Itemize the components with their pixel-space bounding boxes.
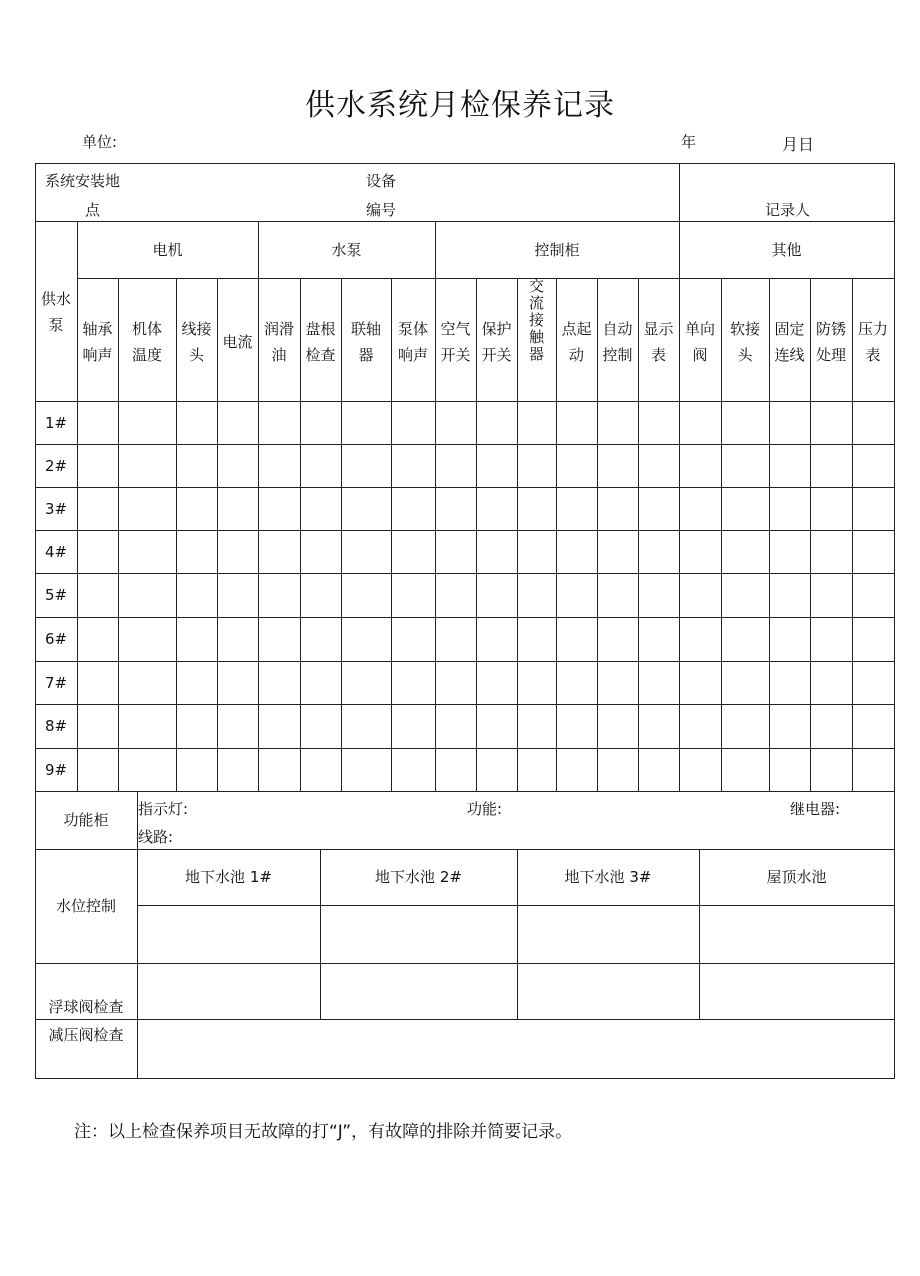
pump-row-label: 3# [44,499,68,518]
equipment-number-input[interactable] [403,165,679,220]
check-cell[interactable] [177,705,217,748]
column-header: 机体 温度 [131,320,162,364]
check-cell[interactable] [811,749,852,791]
pump-row-label: 5# [44,586,68,604]
check-cell[interactable] [301,531,341,573]
check-cell[interactable] [853,662,894,704]
month-day-label: 月日 [782,135,815,154]
check-cell[interactable] [436,531,476,573]
check-cell[interactable] [557,618,597,661]
check-cell[interactable] [598,749,638,791]
column-header: 线接 头 [181,320,212,364]
check-cell[interactable] [518,574,556,617]
check-cell[interactable] [722,488,769,530]
check-cell[interactable] [342,488,391,530]
column-header: 润滑 油 [263,320,294,364]
check-cell[interactable] [342,749,391,791]
check-cell[interactable] [119,662,176,704]
pool-header: 地下水池 3# [564,868,652,886]
column-header: 单向 阀 [684,320,715,364]
check-cell[interactable] [853,531,894,573]
water-level-input[interactable] [321,906,517,963]
group-pump: 水泵 [331,240,362,259]
install-location-label: 系统安装地 [45,172,121,190]
check-cell[interactable] [518,402,556,444]
pressure-valve-input[interactable] [138,1020,894,1078]
water-level-control-label: 水位控制 [55,897,116,915]
recorder-input[interactable] [680,165,755,197]
check-cell[interactable] [680,705,721,748]
check-cell[interactable] [518,618,556,661]
check-cell[interactable] [119,531,176,573]
check-cell[interactable] [119,705,176,748]
check-cell[interactable] [557,488,597,530]
check-cell[interactable] [680,488,721,530]
check-cell[interactable] [259,662,300,704]
check-cell[interactable] [853,705,894,748]
check-cell[interactable] [680,662,721,704]
check-cell[interactable] [598,402,638,444]
check-cell[interactable] [119,749,176,791]
check-cell[interactable] [680,402,721,444]
check-cell[interactable] [518,488,556,530]
check-cell[interactable] [477,662,517,704]
grid-line [77,278,895,279]
function-cabinet-label: 功能柜 [63,811,109,829]
check-cell[interactable] [119,402,176,444]
column-header: 显示 表 [643,320,674,364]
relay-label: 继电器: [790,800,841,818]
check-cell[interactable] [518,531,556,573]
check-cell[interactable] [218,488,258,530]
check-cell[interactable] [436,402,476,444]
function-label: 功能: [467,800,503,818]
column-header: 盘根 检查 [305,320,336,364]
pump-row-label: 4# [44,542,68,561]
check-cell[interactable] [78,402,118,444]
check-cell[interactable] [639,662,679,704]
column-header: 轴承 响声 [82,320,113,364]
column-header: 空气 开关 [440,320,471,364]
check-cell[interactable] [218,705,258,748]
check-cell[interactable] [342,705,391,748]
check-cell[interactable] [639,618,679,661]
check-cell[interactable] [598,618,638,661]
check-cell[interactable] [177,618,217,661]
check-cell[interactable] [342,618,391,661]
check-cell[interactable] [301,705,341,748]
check-cell[interactable] [342,531,391,573]
check-cell[interactable] [853,402,894,444]
check-cell[interactable] [392,488,435,530]
column-header: 防锈 处理 [815,320,846,364]
check-cell[interactable] [770,662,810,704]
pressure-valve-check-label: 减压阀检查 [48,1026,124,1044]
check-cell[interactable] [392,574,435,617]
install-location-input[interactable] [161,165,355,220]
check-cell[interactable] [598,488,638,530]
equipment-number-label: 编号 [365,201,396,219]
check-cell[interactable] [392,531,435,573]
check-cell[interactable] [78,488,118,530]
pump-row-label: 8# [44,717,68,735]
check-cell[interactable] [259,531,300,573]
check-cell[interactable] [259,749,300,791]
check-cell[interactable] [639,531,679,573]
check-cell[interactable] [392,402,435,444]
page-title: 供水系统月检保养记录 [305,88,615,123]
check-cell[interactable] [177,662,217,704]
check-cell[interactable] [557,662,597,704]
check-cell[interactable] [722,531,769,573]
check-cell[interactable] [639,488,679,530]
check-cell[interactable] [639,445,679,487]
column-header: 固定 连线 [774,320,805,364]
check-cell[interactable] [78,662,118,704]
check-cell[interactable] [811,531,852,573]
check-cell[interactable] [119,574,176,617]
pump-row-label: 9# [44,760,68,779]
pool-header: 屋顶水池 [766,868,827,886]
footnote: 注：以上检查保养项目无故障的打“J”，有故障的排除并简要记录。 [74,1122,573,1142]
check-cell[interactable] [392,705,435,748]
check-cell[interactable] [639,574,679,617]
check-cell[interactable] [177,445,217,487]
year-label: 年 [681,133,697,151]
float-valve-input[interactable] [321,964,517,1019]
column-header: 软接 头 [729,320,760,364]
check-cell[interactable] [557,445,597,487]
check-cell[interactable] [218,574,258,617]
column-header: 联轴 器 [350,320,381,364]
check-cell[interactable] [557,402,597,444]
grid-line [35,791,895,792]
check-cell[interactable] [770,488,810,530]
check-cell[interactable] [392,662,435,704]
check-cell[interactable] [598,574,638,617]
check-cell[interactable] [177,402,217,444]
check-cell[interactable] [598,445,638,487]
column-header: 保护 开关 [481,320,512,364]
check-cell[interactable] [811,574,852,617]
float-valve-check-label: 浮球阀检查 [48,998,124,1016]
pump-row-label: 2# [44,456,68,475]
check-cell[interactable] [770,749,810,791]
check-cell[interactable] [680,618,721,661]
check-cell[interactable] [301,618,341,661]
check-cell[interactable] [477,488,517,530]
check-cell[interactable] [218,402,258,444]
check-cell[interactable] [853,574,894,617]
column-header: 压力 表 [857,320,888,364]
check-cell[interactable] [477,749,517,791]
check-cell[interactable] [518,705,556,748]
check-cell[interactable] [78,531,118,573]
check-cell[interactable] [770,531,810,573]
check-cell[interactable] [680,749,721,791]
table-top-border [35,163,895,164]
check-cell[interactable] [853,488,894,530]
check-cell[interactable] [392,618,435,661]
table-right-border [894,163,895,1079]
check-cell[interactable] [477,445,517,487]
check-cell[interactable] [342,662,391,704]
check-cell[interactable] [722,662,769,704]
check-cell[interactable] [177,488,217,530]
pump-header: 供水 泵 [40,289,71,334]
check-cell[interactable] [301,574,341,617]
check-cell[interactable] [342,445,391,487]
check-cell[interactable] [78,618,118,661]
check-cell[interactable] [770,618,810,661]
check-cell[interactable] [218,662,258,704]
check-cell[interactable] [477,402,517,444]
check-cell[interactable] [392,749,435,791]
check-cell[interactable] [477,705,517,748]
check-cell[interactable] [259,574,300,617]
check-cell[interactable] [639,749,679,791]
column-header: 点起 动 [561,320,592,364]
check-cell[interactable] [177,531,217,573]
check-cell[interactable] [680,531,721,573]
check-cell[interactable] [557,574,597,617]
check-cell[interactable] [557,749,597,791]
check-cell[interactable] [78,445,118,487]
check-cell[interactable] [811,488,852,530]
install-location-label-cont: 点 [85,201,101,219]
check-cell[interactable] [177,574,217,617]
check-cell[interactable] [770,705,810,748]
check-cell[interactable] [557,705,597,748]
check-cell[interactable] [259,402,300,444]
check-cell[interactable] [301,402,341,444]
float-valve-input[interactable] [138,964,320,1019]
pool-header: 地下水池 1# [185,868,272,886]
float-valve-input[interactable] [700,964,894,1019]
check-cell[interactable] [811,705,852,748]
check-cell[interactable] [477,618,517,661]
check-cell[interactable] [259,445,300,487]
check-cell[interactable] [518,749,556,791]
check-cell[interactable] [436,488,476,530]
check-cell[interactable] [78,574,118,617]
column-header: 泵体 响声 [397,320,428,364]
check-cell[interactable] [680,445,721,487]
pump-row-label: 6# [44,630,68,648]
check-cell[interactable] [770,445,810,487]
check-cell[interactable] [598,705,638,748]
pool-header: 地下水池 2# [375,868,462,886]
check-cell[interactable] [218,445,258,487]
pump-row-label: 1# [44,413,68,432]
check-cell[interactable] [119,488,176,530]
column-header: 电流 [222,333,253,351]
check-cell[interactable] [477,574,517,617]
group-other: 其他 [771,240,802,259]
check-cell[interactable] [436,749,476,791]
check-cell[interactable] [518,662,556,704]
check-cell[interactable] [301,445,341,487]
check-cell[interactable] [639,402,679,444]
group-motor: 电机 [152,240,183,259]
column-header: 交 流 接 触 器 [528,277,544,363]
check-cell[interactable] [722,705,769,748]
check-cell[interactable] [436,705,476,748]
water-level-input[interactable] [138,906,320,963]
check-cell[interactable] [259,618,300,661]
check-cell[interactable] [301,749,341,791]
check-cell[interactable] [853,618,894,661]
pump-row-label: 7# [44,673,68,692]
check-cell[interactable] [557,531,597,573]
check-cell[interactable] [722,574,769,617]
check-cell[interactable] [301,662,341,704]
check-cell[interactable] [853,445,894,487]
check-cell[interactable] [119,445,176,487]
check-cell[interactable] [770,402,810,444]
check-cell[interactable] [218,618,258,661]
water-level-input[interactable] [518,906,699,963]
check-cell[interactable] [342,402,391,444]
check-cell[interactable] [598,662,638,704]
check-cell[interactable] [770,574,810,617]
water-level-input[interactable] [700,906,894,963]
check-cell[interactable] [722,402,769,444]
check-cell[interactable] [639,705,679,748]
check-cell[interactable] [342,574,391,617]
recorder-label: 记录人 [764,201,810,219]
check-cell[interactable] [811,445,852,487]
check-cell[interactable] [119,618,176,661]
check-cell[interactable] [477,531,517,573]
check-cell[interactable] [436,618,476,661]
group-control-cabinet: 控制柜 [534,240,580,259]
check-cell[interactable] [811,618,852,661]
check-cell[interactable] [78,749,118,791]
check-cell[interactable] [811,402,852,444]
check-cell[interactable] [177,749,217,791]
equipment-label: 设备 [365,172,396,190]
check-cell[interactable] [680,574,721,617]
check-cell[interactable] [811,662,852,704]
check-cell[interactable] [436,445,476,487]
check-cell[interactable] [598,531,638,573]
check-cell[interactable] [722,445,769,487]
check-cell[interactable] [301,488,341,530]
check-cell[interactable] [436,574,476,617]
float-valve-input[interactable] [518,964,699,1019]
check-cell[interactable] [218,749,258,791]
check-cell[interactable] [392,445,435,487]
check-cell[interactable] [259,705,300,748]
check-cell[interactable] [218,531,258,573]
table-bottom-border [35,1078,895,1079]
column-header: 自动 控制 [602,320,633,364]
check-cell[interactable] [722,618,769,661]
check-cell[interactable] [259,488,300,530]
indicator-light-label: 指示灯: [138,800,189,818]
check-cell[interactable] [78,705,118,748]
check-cell[interactable] [518,445,556,487]
circuit-label: 线路: [138,828,174,846]
check-cell[interactable] [436,662,476,704]
check-cell[interactable] [853,749,894,791]
unit-label: 单位: [82,133,118,151]
check-cell[interactable] [722,749,769,791]
